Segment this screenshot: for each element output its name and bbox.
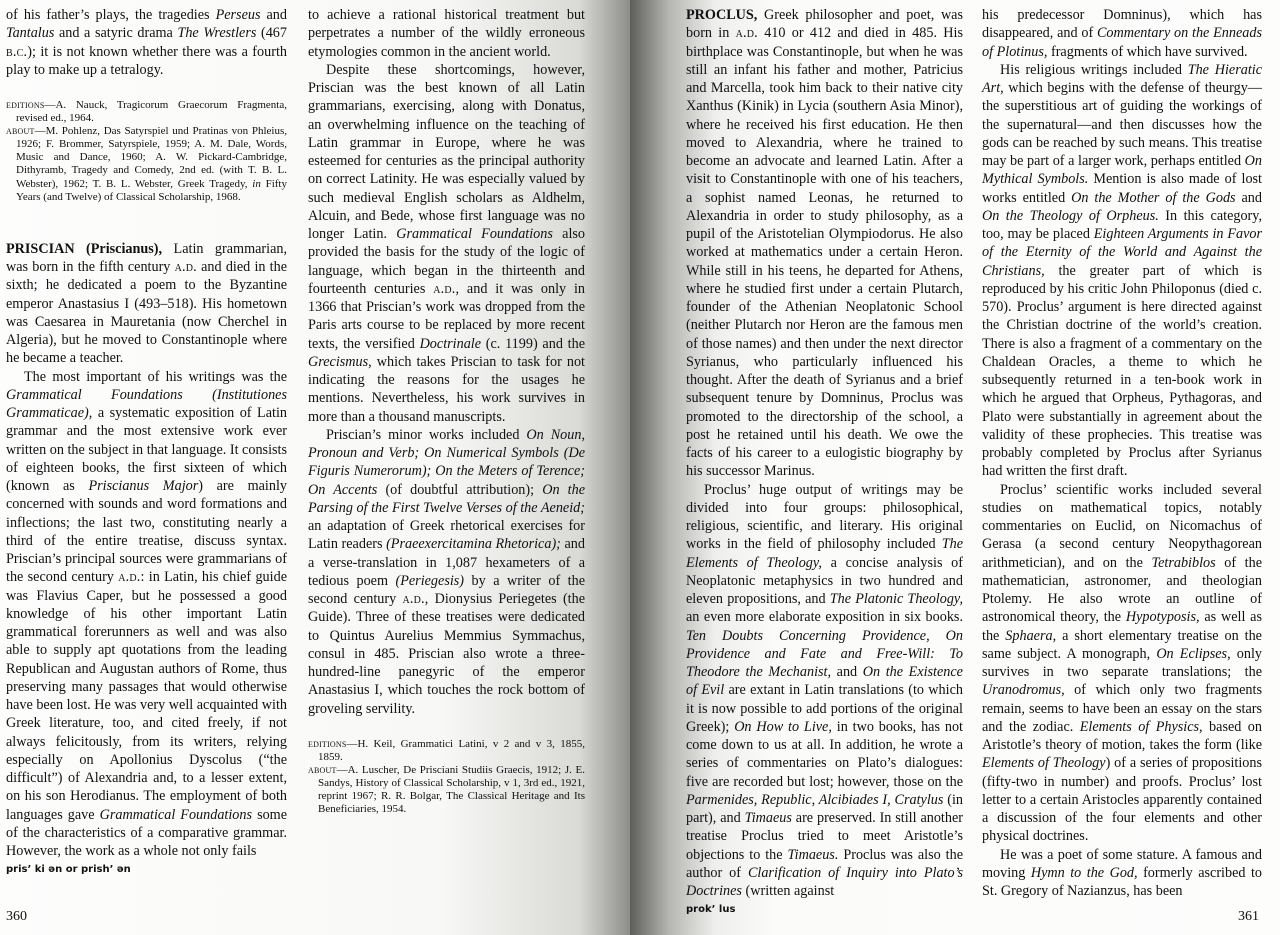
previous-entry-ending: of his father’s plays, the tragedies Perseus and Tantalus and a satyric drama The Wrestlers (467 b.c.); it is not known whether there was a fourth play to make up a tetralogy. — [6, 7, 287, 78]
entry-heading-proclus: PROCLUS, — [686, 7, 758, 23]
page-number-right: 361 — [1238, 909, 1259, 924]
pronunciation-proclus: prok’ lus — [686, 904, 736, 916]
proclus-paragraph-5: He was a poet of some stature. A famous and moving Hymn to the God, formerly ascribed to St. Gregory of Nazianzus, has been — [982, 846, 1263, 899]
references-pratinas — [6, 99, 287, 204]
pronunciation-priscian: pris’ ki ən or prish’ ən — [6, 864, 131, 876]
left-page — [0, 0, 630, 935]
entry-heading-priscian: PRISCIAN (Priscianus), — [6, 240, 163, 257]
right-page-column-2 — [982, 6, 1262, 900]
priscian-paragraph-3: Despite these shortcomings, however, Priscian was the best known of all Latin grammarians, exercising, along with Donatus, an overwhelming influence on the teaching of Latin grammar in Europe, where he was esteemed for centuries as the principal authority on correct Latinity. He was especially valued by such medieval English scholars as Aldhelm, Alcuin, and Bede, whose first language was no longer Latin. Grammatical Foundations also provided the basis for the study of the logic of language, which began in the thirteenth and fourteenth centuries a.d., and it was only in 1366 that Priscian’s work was dropped from the Paris arts course to be replaced by more recent texts, the versified Doctrinale (c. 1199) and the Grecismus, which takes Priscian to task for not indicating the reasons for the usages he mentions. Nevertheless, his work survives in more than a thousand manuscripts. — [308, 61, 586, 425]
proclus-paragraph-continued: his predecessor Domninus), which has disappeared, and of Commentary on the Enneads of Plotinus, fragments of which have survived. — [982, 7, 1262, 60]
page-number-left: 360 — [6, 909, 27, 924]
proclus-paragraph-4: Proclus’ scientific works included several studies on mathematical topics, notably commentaries on Euclid, on Nicomachus of Gerasa (a second century Neopythagorean arithmetician), and on the Tetrabiblos of the mathematician, astronomer, and theologian Ptolemy. He also wrote an outline of astronomical theory, the Hypotyposis, as well as the Sphaera, a short elementary treatise on the same subject. A monograph, On Eclipses, only survives in two separate translations; the Uranodromus, of which only two fragments remain, seems to have been an essay on the stars and the zodiac. Elements of Physics, based on Aristotle’s theory of motion, takes the form (like Elements of Theology) of a series of propositions (fifty-two in number) and proofs. Proclus’ lost letter to a certain Aristocles apparently contained a discussion of the four elements and other physical doctrines. — [982, 481, 1263, 845]
entry-priscian-intro: PRISCIAN (Priscianus), Latin grammarian, was born in the fifth century a.d. and died in the sixth; he dedicated a poem to the Byzantine emperor Anastasius I (493–518). His hometown was Caesarea in Mauretania (now Cherchel in Algeria), but he moved to Constantinople where he became a teacher. — [6, 240, 288, 367]
entry-priscian-paragraph-2: The most important of his writings was the Grammatical Foundations (Institutiones Grammaticae), a systematic exposition of Latin grammar and the most extensive work ever written on the subject in that language. It consists of eighteen books, the first sixteen of which (known as Priscianus Major) are mainly concerned with sounds and word formations and inflections; the last two, constituting nearly a third of the entire treatise, discuss syntax. Priscian’s principal sources were grammarians of the second century a.d.: in Latin, his chief guide was Flavius Caper, but he possessed a good knowledge of his other important Latin grammatical forerunners as well and was also able to supply apt quotations from the leading Republican and Augustan authors of Rome, thus preserving many passages that would otherwise have been lost. He was very well acquainted with Greek literature, too, and cited freely, if not always felicitously, from its writers, relying especially on Apollonius Dyscolus (“the difficult”) of Alexandria and, to a lesser extent, on his son Herodianus. The employment of both languages gave Grammatical Foundations some of the characteristics of a comparative grammar. However, the work as a whole not only fails — [6, 368, 288, 859]
left-page-column-2 — [308, 6, 585, 816]
reference-editions: editions—A. Nauck, Tragicorum Graecorum Fragmenta, revised ed., 1964. — [6, 99, 287, 125]
reference-about: about—M. Pohlenz, Das Satyrspiel und Pratinas von Phleius, 1926; F. Brommer, Satyrspiele, 1959; A. M. Dale, Words, Music and Dance, 1960; A. W. Pickard-Cambridge, Dithyramb, Tragedy and Comedy, 2nd ed. (with T. B. L. Webster), 1962; T. B. L. Webster, Greek Tragedy, in Fifty Years (and Twelve) of Classical Scholarship, 1968. — [6, 125, 287, 203]
right-page-column-1 — [686, 6, 963, 920]
left-page-column-1 — [6, 6, 287, 880]
references-priscian — [308, 738, 585, 817]
reference-editions: editions—H. Keil, Grammatici Latini, v 2 and v 3, 1855, 1859. — [308, 737, 585, 763]
priscian-paragraph-4: Priscian’s minor works included On Noun, Pronoun and Verb; On Numerical Symbols (De Figuris Numerorum); On the Meters of Terence; On Accents (of doubtful attribution); On the Parsing of the First Twelve Verses of the Aeneid; an adaptation of Greek rhetorical exercises for Latin readers (Praeexercitamina Rhetorica); and a verse-translation in 1,087 hexameters of a tedious poem (Periegesis) by a writer of the second century a.d., Dionysius Periegetes (the Guide). Three of these treatises were dedicated to Quintus Aurelius Memmius Symmachus, consul in 485. Priscian also wrote a three-hundred-line panegyric of the emperor Anastasius I, which touches the rock bottom of groveling servility. — [308, 426, 585, 717]
proclus-paragraph-3: His religious writings included The Hieratic Art, which begins with the defense of theurgy—the superstitious art of guiding the workings of the supernatural—and then discusses how the gods can be reached by such means. This treatise may be part of a larger work, perhaps entitled On Mythical Symbols. Mention is also made of lost works entitled On the Mother of the Gods and On the Theology of Orpheus. In this category, too, may be placed Eighteen Arguments in Favor of the Eternity of the World and Against the Christians, the greater part of which is reproduced by his critic John Philoponus (died c. 570). Proclus’ argument is here directed against the Christian doctrine of the world’s creation. There is also a fragment of a commentary on the Chaldean Oracles, a theme to which he subsequently returned in a ten-book work in which he argued that Orpheus, Pythagoras, and Plato were substantially in agreement about the validity of these prophecies. This treatise was probably completed by Proclus after Syrianus had written the first draft. — [982, 61, 1263, 480]
proclus-paragraph-2: Proclus’ huge output of writings may be divided into four groups: philosophical, religious, scientific, and literary. His original works in the field of philosophy included The Elements of Theology, a concise analysis of Neoplatonic metaphysics in two hundred and eleven propositions, and The Platonic Theology, an even more elaborate exposition in six books. Ten Doubts Concerning Providence, On Providence and Fate and Free-Will: To Theodore the Mechanist, and On the Existence of Evil are extant in Latin translations (to which it is now possible to add portions of the original Greek); On How to Live, in two books, has not come down to us at all. In addition, he wrote a series of commentaries on Plato’s dialogues: five are recorded but lost; however, those on the Parmenides, Republic, Alcibiades I, Cratylus (in part), and Timaeus are preserved. In still another treatise Proclus tried to meet Aristotle’s objections to the Timaeus. Proclus was also the author of Clarification of Inquiry into Plato’s Doctrines (written against — [686, 481, 963, 899]
entry-proclus-intro: PROCLUS, Greek philosopher and poet, was born in a.d. 410 or 412 and died in 485. His birthplace was Constantinople, but when he was still an infant his father and mother, Patricius and Marcella, took him back to their native city Xanthus (Kinik) in Lycia (southern Asia Minor), where he received his first education. He then moved to Alexandria, where he trained to become an advocate and learned Latin. After a visit to Constantinople with one of his teachers, a sophist named Leonas, he returned to Alexandria in order to study philosophy, as a pupil of the Aristotelian Olympiodorus. He also worked at mathematics under a certain Heron. While still in his teens, he departed for Athens, where he studied first under a certain Plutarch, founder of the Athenian Neoplatonic School (neither Plutarch nor Heron are the famous men of those names) and then under the next director Syrianus, who particularly influenced his thought. After the death of Syrianus and a brief subsequent tenure by Domninus, Proclus was promoted to the directorship of the school, a post he retained until his death. We owe the facts of his career to a eulogistic biography by his successor Marinus. — [686, 7, 964, 480]
right-page — [630, 0, 1280, 935]
priscian-paragraph-continued: to achieve a rational historical treatment but perpetrates a number of the wildly erroneous etymologies common in the ancient world. — [308, 7, 585, 60]
reference-about: about—A. Luscher, De Prisciani Studiis Graecis, 1912; J. E. Sandys, History of Classical Scholarship, v 1, 3rd ed., 1921, reprint 1967; R. R. Bolgar, The Classical Heritage and Its Beneficiaries, 1954. — [308, 763, 585, 816]
